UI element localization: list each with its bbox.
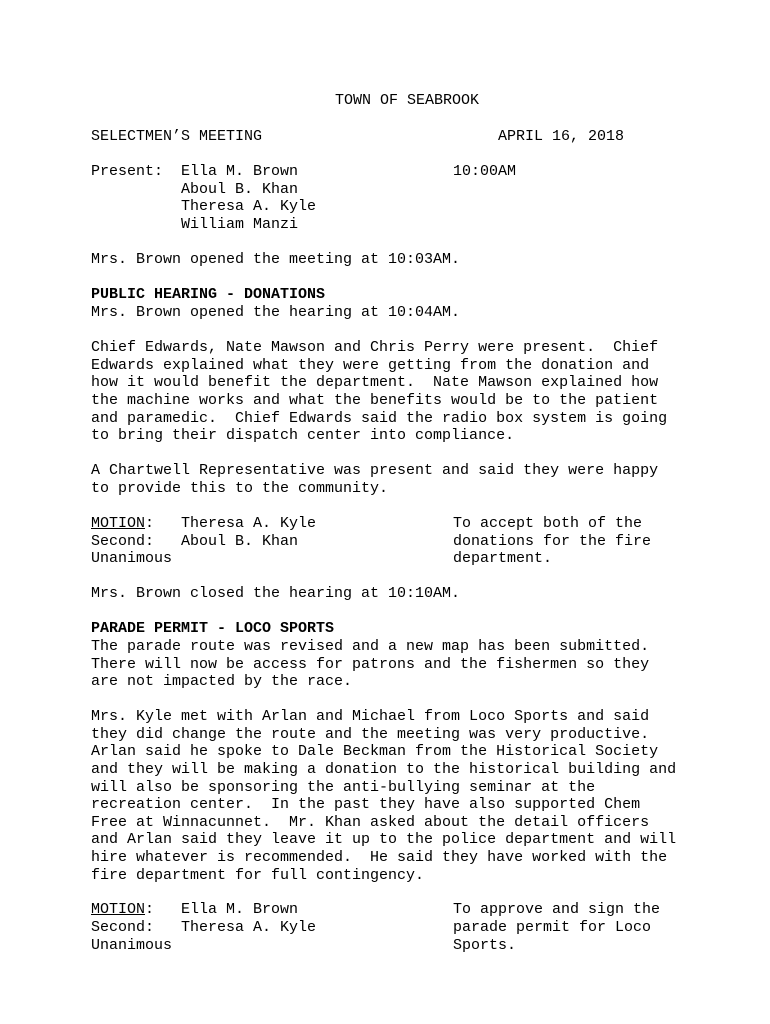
motion-seconder: Aboul B. Khan [181,533,299,550]
motion-vote: Unanimous [91,937,173,954]
motion-mover: Ella M. Brown [181,901,299,918]
motion-colon: : [145,515,155,532]
paragraph-line: and they will be making a donation to the historical building and [91,761,677,778]
motion-text: Sports. [453,937,517,954]
motion-text: To accept both of the [453,515,643,532]
paragraph-line: to provide this to the community. [91,480,389,497]
paragraph-line: Mrs. Kyle met with Arlan and Michael from Loco Sports and said [91,708,650,725]
opening-statement: Mrs. Brown opened the meeting at 10:03AM. [91,251,461,268]
paragraph-line: the machine works and what the benefits would be to the patient [91,392,659,409]
paragraph-line: and paramedic. Chief Edwards said the radio box system is going [91,410,668,427]
paragraph-line: will also be sponsoring the anti-bullying seminar at the [91,779,596,796]
motion-mover: Theresa A. Kyle [181,515,317,532]
town-title: TOWN OF SEABROOK [335,92,480,109]
section-heading-donations: PUBLIC HEARING - DONATIONS [91,286,326,303]
motion-label: MOTION [91,901,146,918]
paragraph-line: fire department for full contingency. [91,867,425,884]
paragraph-line: Free at Winnacunnet. Mr. Khan asked about the detail officers [91,814,650,831]
paragraph-line: recreation center. In the past they have also supported Chem [91,796,641,813]
paragraph-line: Chief Edwards, Nate Mawson and Chris Perry were present. Chief [91,339,659,356]
meeting-time: 10:00AM [453,163,517,180]
meeting-title: SELECTMEN’S MEETING [91,128,263,145]
motion-row [91,901,154,919]
present-member: Theresa A. Kyle [181,198,317,215]
motion-colon: : [145,901,155,918]
paragraph-line: how it would benefit the department. Nate Mawson explained how [91,374,659,391]
paragraph-line: and Arlan said they leave it up to the police department and will [91,831,677,848]
present-label: Present: [91,163,164,180]
section-heading-parade: PARADE PERMIT - LOCO SPORTS [91,620,335,637]
second-label: Second: [91,533,155,550]
paragraph-line: A Chartwell Representative was present and said they were happy [91,462,659,479]
motion-text: donations for the fire [453,533,652,550]
paragraph-line: hire whatever is recommended. He said they have worked with the [91,849,668,866]
paragraph-line: Arlan said he spoke to Dale Beckman from the Historical Society [91,743,659,760]
motion-text: To approve and sign the [453,901,661,918]
paragraph-line: Edwards explained what they were getting from the donation and [91,357,650,374]
motion-text: parade permit for Loco [453,919,652,936]
hearing-closed: Mrs. Brown closed the hearing at 10:10AM. [91,585,461,602]
second-label: Second: [91,919,155,936]
motion-row [91,515,154,533]
paragraph-line: they did change the route and the meeting was very productive. [91,726,650,743]
motion-vote: Unanimous [91,550,173,567]
motion-text: department. [453,550,553,567]
hearing-opened: Mrs. Brown opened the hearing at 10:04AM. [91,304,461,321]
present-member: Ella M. Brown [181,163,299,180]
paragraph-line: The parade route was revised and a new map has been submitted. [91,638,650,655]
present-member: Aboul B. Khan [181,181,299,198]
motion-seconder: Theresa A. Kyle [181,919,317,936]
motion-label: MOTION [91,515,146,532]
present-member: William Manzi [181,216,299,233]
paragraph-line: are not impacted by the race. [91,673,353,690]
meeting-date: APRIL 16, 2018 [498,128,625,145]
paragraph-line: to bring their dispatch center into compliance. [91,427,515,444]
paragraph-line: There will now be access for patrons and the fishermen so they [91,656,650,673]
